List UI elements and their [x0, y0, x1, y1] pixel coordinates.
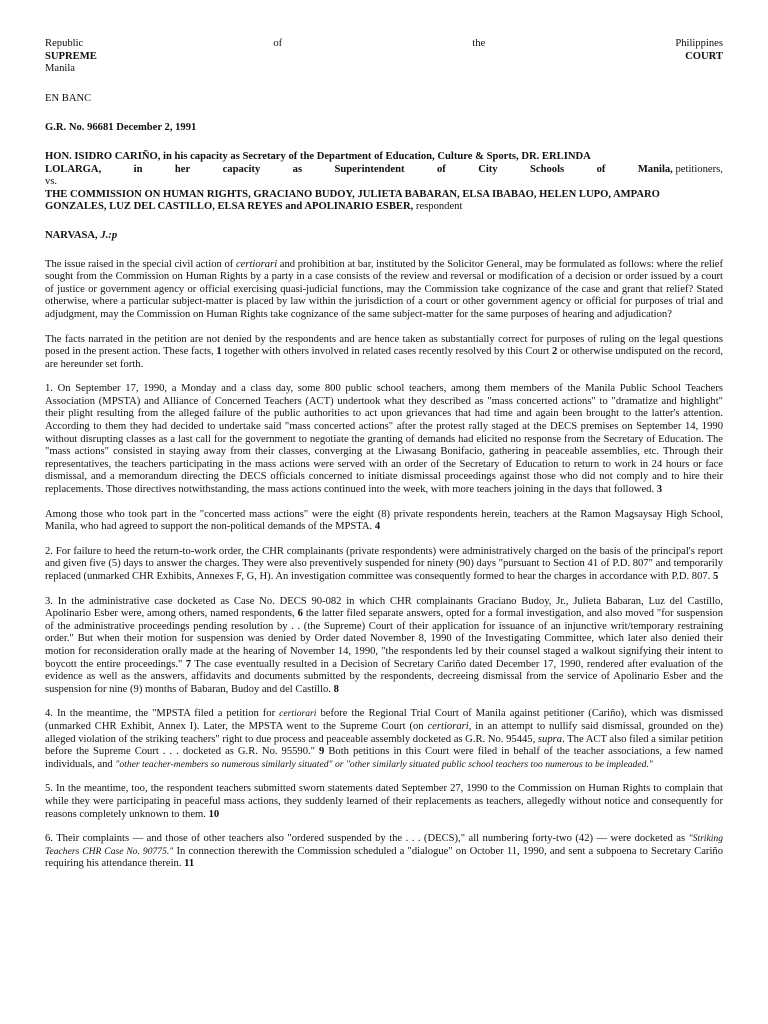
party-word: as [292, 163, 303, 175]
ponente [45, 230, 723, 243]
text-run: The case eventually resulted in a Decision of Secretary Cariño dated December 17, 1990, rendered after evaluation of the evidence as well as the answers, affidavits and documents submitted by the respondents, decreeing dismissal from the service of Apolinario Esber and the suspension for nine (9) months of Babaran, Budoy and del Castillo. [45, 658, 723, 695]
paragraph-1 [45, 383, 723, 496]
header-the: the [472, 38, 486, 49]
text-italic: "other teacher-members so numerous similarly situated" or "other similarly situated public school teachers too numerous to be impleaded." [115, 758, 653, 770]
text-run: Among those who took part in the "concerted mass actions" were the eight (8) private respondents herein, teachers at the Ramon Magsaysay High School, Manila, who had agreed to support the non-political demands of the MPSTA. [45, 508, 723, 533]
footnote-ref[interactable]: 1 [216, 346, 222, 358]
paragraph-facts [45, 334, 723, 372]
text-run: , in an attempt to nullify said dismissal, grounded on the) alleged violation of the striking teachers" right to due process and peaceable assembly docketed as G.R. No. 95445, [45, 720, 723, 745]
paragraph-4 [45, 708, 723, 771]
footnote-ref[interactable]: 2 [552, 346, 558, 358]
text-run: the latter filed separate answers, opted for a formal investigation, and also moved "for suspension of the administrative proceedings pending resolution by . . (the Supreme) Court of their application for issuance of an injunctive writ/temporary restraining order." But when their motion for suspension was denied by Order dated November 8, 1990 of the Investigating Committee, which later also denied their motion for reconsideration orally made at the hearing of November 14, 1990, "the respondents led by their counsel staged a walkout signifying their intent to boycott the entire proceedings." [45, 608, 723, 670]
petitioners-label: petitioners, [675, 163, 723, 175]
party-word: her [174, 163, 191, 175]
respondent-label: respondent [413, 201, 463, 213]
respondents-caption [45, 189, 723, 214]
party-word: Schools [530, 163, 565, 175]
party-word: Manila, [637, 163, 673, 175]
text-run: The facts narrated in the petition are not denied by the respondents and are hence taken as substantially correct for purposes of ruling on the legal questions posed in the present action. These facts, [45, 333, 723, 358]
header-manila: Manila [45, 63, 76, 75]
text-run: The issue raised in the special civil action of [45, 258, 236, 270]
paragraph-2 [45, 546, 723, 584]
respondents-names: THE COMMISSION ON HUMAN RIGHTS, GRACIANO BUDOY, JULIETA BABARAN, ELSA IBABAO, HELEN LUPO, AMPARO GONZALES, LUZ DEL CASTILLO, ELSA REYES and APOLINARIO ESBER, [45, 188, 660, 213]
en-banc: EN BANC [45, 92, 92, 104]
footnote-ref[interactable]: 11 [184, 858, 195, 870]
paragraph-issue [45, 259, 723, 322]
text-run: 4. In the meantime, the "MPSTA filed a petition for [45, 708, 280, 720]
header-philippines: Philippines [675, 38, 723, 49]
party-word: of [436, 163, 446, 175]
text-italic: supra [537, 733, 563, 745]
party-word: LOLARGA, [45, 163, 102, 175]
text-italic: "Striking Teachers CHR Case No. 90775." [45, 833, 723, 857]
footnote-ref[interactable]: 7 [185, 658, 192, 670]
paragraph-3 [45, 596, 723, 697]
text-run: 2. For failure to heed the return-to-work order, the CHR complainants (private respondents) were administratively charged on the basis of the principal's report and given five (5) days to answer the charges. They were also preventively suspended for ninety (90) days "pursuant to Section 41 of P.D. 807" and temporarily replaced (unmarked CHR Exhibits, Annexes F, G, H). An investigation committee was consequently formed to hear the charges in accordance with P.D. 807. [45, 545, 723, 582]
party-word: in [133, 163, 143, 175]
text-italic: certiorari [279, 708, 317, 720]
paragraph-among [45, 509, 723, 534]
text-run: 5. In the meantime, too, the respondent teachers submitted sworn statements dated September 27, 1990 to the Commission on Human Rights to complain that while they were participating in peaceful mass actions, they suddenly learned of their replacements as teachers, allegedly without notice and consequently for reasons completely unknown to them. [45, 783, 723, 820]
petitioners-line-1: HON. ISIDRO CARIÑO, in his capacity as Secretary of the Department of Education, Culture & Sports, DR. ERLINDA [45, 150, 591, 162]
petitioners-line-2 [45, 164, 723, 177]
footnote-ref[interactable]: 5 [712, 571, 719, 582]
header-republic-row [45, 38, 723, 51]
text-run: or otherwise undisputed on the record, are hereunder set forth. [45, 346, 723, 370]
text-italic: certiorari [427, 720, 469, 732]
footnote-ref[interactable]: 6 [297, 608, 303, 620]
text-run: before the Regional Trial Court of Manila against petitioner (Cariño), which was dismissed (unmarked CHR Exhibit, Annex I). Later, the MPSTA went to the Supreme Court (on [45, 708, 723, 732]
text-run: In connection therewith the Commission scheduled a "dialogue" on October 11, 1990, and sent a subpoena to Secretary Cariño requiring his attendance therein. [45, 845, 723, 870]
party-word: capacity [222, 163, 261, 175]
party-word: Superintendent [334, 163, 405, 175]
text-run: and prohibition at bar, instituted by the Solicitor General, may be formulated as follows: where the relief sought from the Commission on Human Rights by a party in a case consists of the review and reversal or modification of a decision or order issued by a court of justice or government agency or official exercising quasi-judicial functions, may the Commission take cognizance of the case and grant that relief? Stated otherwise, where a particular subject-matter is placed by law within the jurisdiction of a court or other government agency or official for purposes of trial and adjudgment, may the Commission on Human Rights take cognizance of the same subject-matter for the same purposes of hearing and adjudication? [45, 258, 724, 320]
paragraph-5 [45, 783, 723, 821]
text-run: 3. In the administrative case docketed as Case No. DECS 90-082 in which CHR complainants Graciano Budoy, Jr., Julieta Babaran, Luz del Castillo, Apolinario Esber were, among others, named respondents, [45, 595, 723, 620]
header-supreme: SUPREME [45, 50, 97, 62]
header-of: of [273, 38, 283, 49]
footnote-ref[interactable]: 8 [333, 683, 339, 695]
header-republic: Republic [45, 38, 84, 49]
party-word: City [478, 163, 498, 175]
footnote-ref[interactable]: 3 [656, 484, 663, 496]
header-court: COURT [685, 50, 723, 62]
party-word: of [596, 163, 606, 175]
party-manila-petitioners [638, 164, 723, 177]
footnote-ref[interactable]: 4 [374, 521, 381, 533]
text-italic: certiorari [235, 258, 278, 270]
footnote-ref[interactable]: 9 [319, 746, 325, 758]
text-run: together with others involved in related cases recently resolved by this Court [221, 346, 553, 358]
footnote-ref[interactable]: 10 [208, 808, 220, 820]
case-number: G.R. No. 96681 December 2, 1991 [45, 122, 197, 134]
paragraph-6 [45, 833, 723, 871]
text-run: 1. On September 17, 1990, a Monday and a class day, some 800 public school teachers, among them members of the Manila Public School Teachers Association (MPSTA) and Alliance of Concerned Teachers (ACT) undertook what they described as "mass concerted actions" to "dramatize and highlight" their plight resulting from the alleged failure of the public authorities to act upon grievances that had time and again been brought to the latter's attention. According to them they had decided to undertake said "mass concerted actions" after the protest rally staged at the DECS premises on September 14, 1990 without disrupting classes as a last call for the government to negotiate the granting of demands had elicited no response from the Secretary of Education. The "mass actions" consisted in staying away from their classes, converging at the Liwasang Bonifacio, gathering in peaceable assemblies, etc. Through their representatives, the teachers participating in the mass actions were served with an order of the Secretary of Education to return to work in 24 hours or face dismissal, and a memorandum directing the DECS officials concerned to initiate dismissal proceedings against those who did not comply and to hire their replacements. Those directives notwithstanding, the mass actions continued into the week, with more teachers joining in the days that followed. [45, 383, 723, 496]
ponente-title: J.:p [100, 229, 118, 241]
text-run: Both petitions in this Court were filed in behalf of the teacher associations, a few named individuals, and [45, 746, 723, 770]
text-run: . The ACT also filed a similar petition before the Supreme Court . . . docketed as G.R. No. 95590." [45, 733, 723, 758]
ponente-name: NARVASA, [45, 229, 101, 241]
header-court-row [45, 51, 723, 64]
text-run: 6. Their complaints — and those of other teachers also "ordered suspended by the . . . (DECS)," all numbering forty-two (42) — were docketed as [45, 833, 689, 845]
versus: vs. [45, 176, 58, 188]
